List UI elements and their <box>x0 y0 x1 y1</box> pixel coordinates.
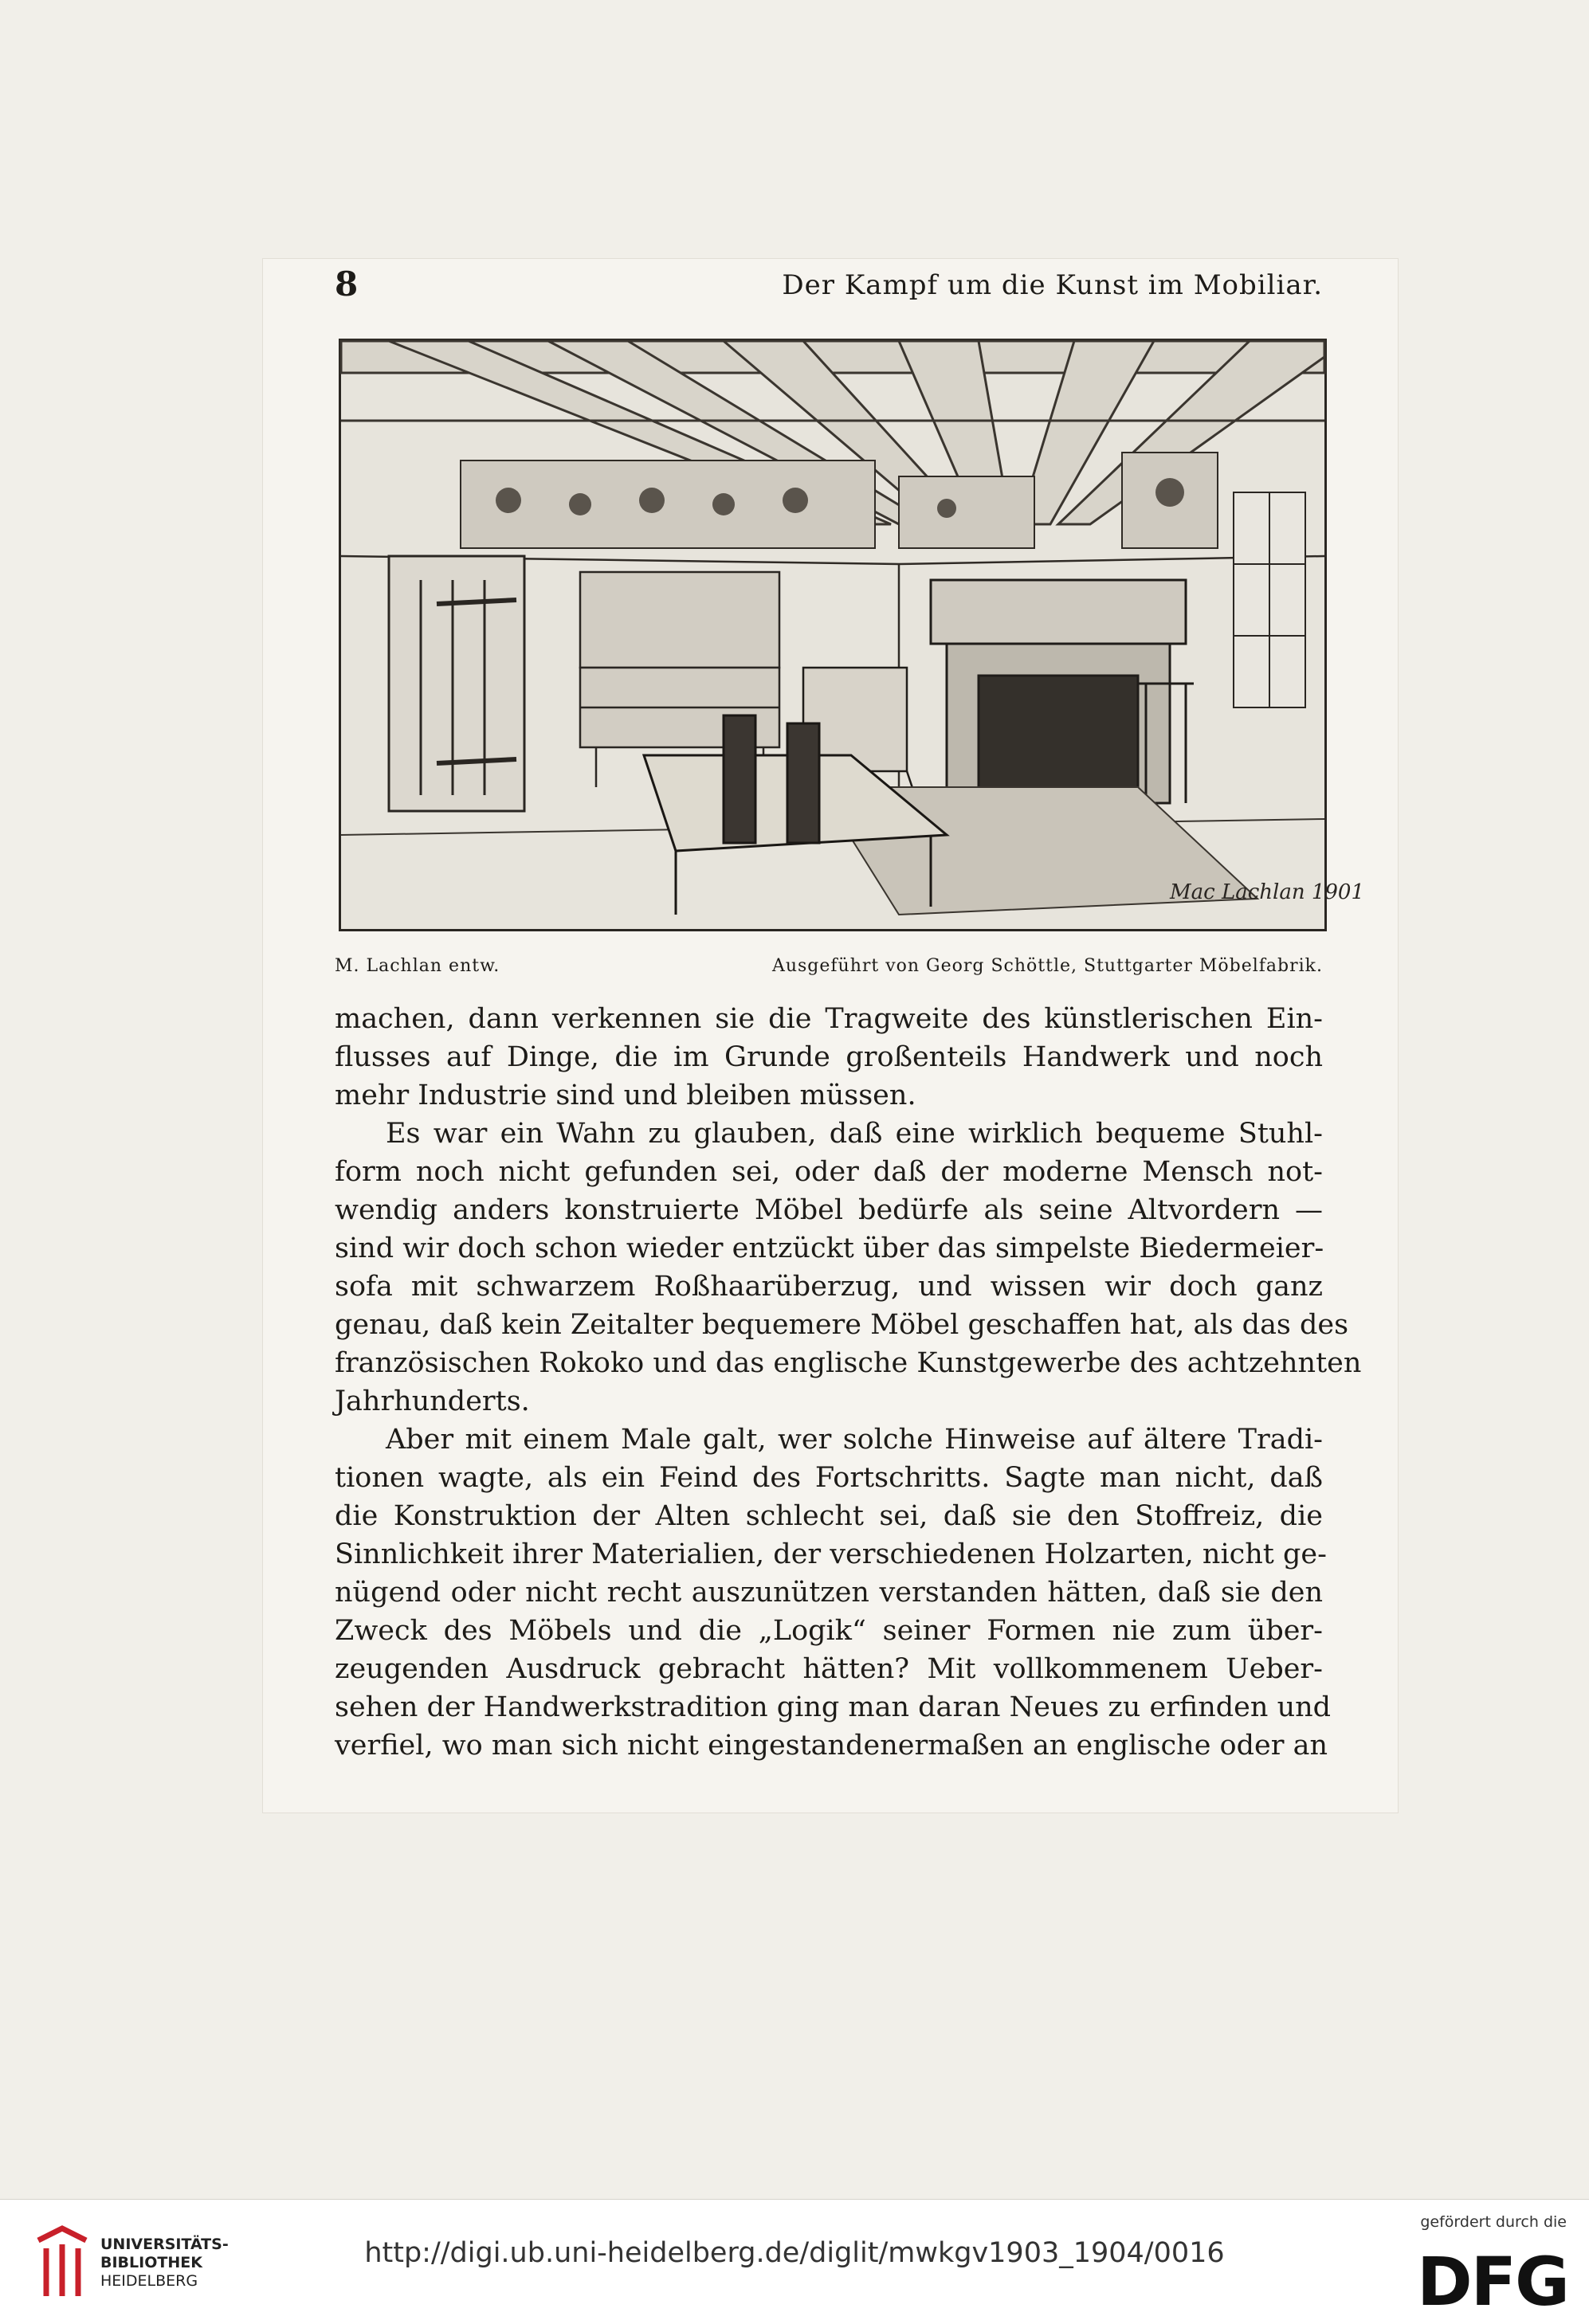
page-number: 8 <box>335 265 359 304</box>
text-line: nügend oder nicht recht auszunützen verstanden hätten, daß sie den <box>335 1577 1323 1609</box>
interior-drawing <box>341 341 1365 929</box>
running-head <box>335 265 1323 312</box>
text-line: Jahrhunderts. <box>335 1385 530 1417</box>
text-line: machen, dann verkennen sie die Tragweite des künstlerischen Ein- <box>335 1003 1323 1035</box>
text-line: zeugenden Ausdruck gebracht hätten? Mit vollkommenem Ueber- <box>335 1653 1323 1685</box>
plate-captions <box>335 956 1323 988</box>
library-line-3: HEIDELBERG <box>100 2272 198 2290</box>
body-text <box>335 1000 1362 1765</box>
text-line: flusses auf Dinge, die im Grunde großenteils Handwerk und noch <box>335 1041 1323 1073</box>
caption-maker: Ausgeführt von Georg Schöttle, Stuttgarter Möbelfabrik. <box>771 956 1323 976</box>
text-line: die Konstruktion der Alten schlecht sei, daß sie den Stoffreiz, die <box>335 1500 1323 1532</box>
text-line: mehr Industrie sind und bleiben müssen. <box>335 1080 916 1111</box>
funded-by-label: gefördert durch die <box>1420 2213 1567 2231</box>
text-line: Aber mit einem Male galt, wer solche Hinweise auf ältere Tradi- <box>386 1424 1323 1456</box>
text-line: Sinnlichkeit ihrer Materialien, der verschiedenen Holzarten, nicht ge- <box>335 1538 1327 1570</box>
running-title: Der Kampf um die Kunst im Mobiliar. <box>782 269 1323 301</box>
artist-signature: Mac Lachlan 1901 <box>1170 880 1365 904</box>
library-line-1: UNIVERSITÄTS- <box>100 2236 229 2253</box>
text-line: französischen Rokoko und das englische Kunstgewerbe des achtzehnten <box>335 1347 1362 1379</box>
text-line: Es war ein Wahn zu glauben, daß eine wirklich bequeme Stuhl- <box>386 1118 1323 1150</box>
caption-designer: M. Lachlan entw. <box>335 956 500 976</box>
library-line-2: BIBLIOTHEK <box>100 2254 202 2271</box>
permalink-url[interactable]: http://digi.ub.uni-heidelberg.de/diglit/mwkgv1903_1904/0016 <box>364 2237 1225 2269</box>
text-line: genau, daß kein Zeitalter bequemere Möbel geschaffen hat, als das des <box>335 1309 1349 1341</box>
text-line: sehen der Handwerkstradition ging man daran Neues zu erfinden und <box>335 1691 1332 1723</box>
text-line: verfiel, wo man sich nicht eingestandenermaßen an englische oder an <box>335 1730 1328 1762</box>
text-line: form noch nicht gefunden sei, oder daß der moderne Mensch not- <box>335 1156 1323 1188</box>
text-line: sind wir doch schon wieder entzückt über das simpelste Biedermeier- <box>335 1233 1324 1264</box>
text-line: sofa mit schwarzem Roßhaarüberzug, und wissen wir doch ganz <box>335 1271 1323 1303</box>
dfg-logo: DFG <box>1416 2243 1568 2321</box>
text-line: Zweck des Möbels und die „Logik“ seiner Formen nie zum über- <box>335 1615 1323 1647</box>
text-line: wendig anders konstruierte Möbel bedürfe als seine Altvordern — <box>335 1194 1323 1226</box>
illustration-plate <box>339 339 1365 931</box>
text-line: tionen wagte, als ein Feind des Fortschritts. Sagte man nicht, daß <box>335 1462 1323 1494</box>
